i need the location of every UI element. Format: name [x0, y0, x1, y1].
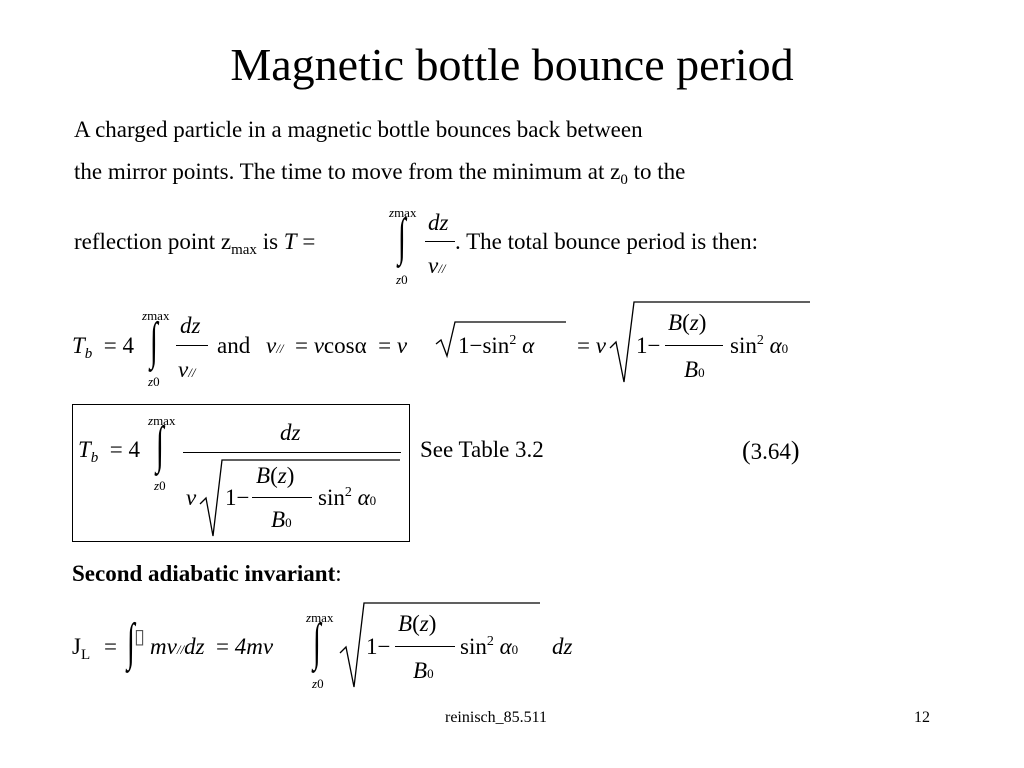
section-heading: Second adiabatic invariant: — [72, 561, 342, 586]
page-number: 12 — [914, 709, 930, 726]
integral-sign: ∫ — [313, 614, 321, 671]
and-word: and — [217, 333, 251, 358]
JL-dz: dz — [552, 634, 573, 659]
see-table-note: See Table 3.2 — [420, 437, 544, 462]
boxed-one-minus: 1− — [225, 485, 250, 510]
eq1-lower-limit: z0 — [148, 374, 160, 389]
eq1-B-fraction-bar — [665, 345, 723, 346]
v-parallel-expr: v// = vcosα = v — [266, 333, 408, 358]
boxed-lower-limit: z0 — [154, 478, 166, 493]
JL-B-of-z: B(z) — [398, 611, 437, 636]
slide-title: Magnetic bottle bounce period — [230, 39, 794, 90]
body-line-2 — [74, 159, 685, 189]
body-line-2-text: the mirror points. The time to move from the minimum at z — [74, 159, 621, 184]
z0-subscript: 0 — [620, 172, 628, 188]
closed-integral-sign: ∫ — [127, 614, 135, 671]
JL-symbol: $J_L$ — [72, 634, 91, 663]
sin2-alpha0: $\sin^2 \alpha 0$ — [730, 333, 789, 358]
Tb-equals-4: $T_b = 4$ — [72, 333, 135, 362]
B-of-z: B(z) — [668, 310, 707, 335]
equals-sign: = — [302, 229, 316, 254]
boxed-Tb-equals-4: $T_b = 4$ — [78, 437, 141, 466]
eq1-upper-limit: zmax — [142, 308, 170, 323]
inline-fraction-bar — [425, 241, 455, 242]
equals-v: = v — [577, 333, 606, 358]
sqrt-content-1: $1-\sin^2$ α — [458, 333, 535, 358]
zmax-subscript: max — [231, 242, 257, 258]
inline-numerator: dz — [428, 210, 449, 235]
one-minus: 1− — [636, 333, 661, 358]
inline-lower-limit: z0 — [396, 272, 408, 287]
JL-lower-limit: z0 — [312, 676, 324, 691]
JL-integrand: mv//dz = 4mv — [150, 634, 274, 659]
B0: B0 — [684, 357, 705, 382]
body-line-3-end: . The total bounce period is then: — [455, 229, 758, 254]
boxed-v: v — [186, 485, 197, 510]
eq1-denominator: v// — [178, 357, 196, 382]
JL-one-minus: 1− — [366, 634, 391, 659]
boxed-B-of-z: B(z) — [256, 463, 295, 488]
T-symbol: T — [283, 229, 297, 254]
body-line-3-text: reflection point z — [74, 229, 232, 254]
eq1-fraction-bar — [176, 345, 208, 346]
equation-number: (3.64) — [742, 436, 800, 465]
boxed-B-fraction-bar — [252, 497, 312, 498]
JL-upper-limit: zmax — [306, 610, 334, 625]
eq1-numerator: dz — [180, 313, 201, 338]
footer-text: reinisch_85.511 — [445, 709, 548, 726]
boxed-B0: B0 — [271, 507, 292, 532]
body-line-2-end: to the — [633, 159, 686, 184]
body-line-1: A charged particle in a magnetic bottle bounces back between — [74, 117, 643, 142]
integral-sign: ∫ — [150, 313, 158, 370]
boxed-upper-limit: zmax — [148, 413, 176, 428]
missing-glyph-icon: ▯ — [134, 626, 146, 648]
boxed-sin2-alpha0: $\sin^2 \alpha 0$ — [318, 485, 377, 510]
equals-sign: = — [104, 634, 117, 659]
JL-sin2-alpha0: $\sin^2 \alpha 0$ — [460, 634, 519, 659]
inline-upper-limit: zmax — [389, 205, 417, 220]
integral-sign: ∫ — [156, 417, 164, 474]
boxed-fraction-bar — [183, 452, 401, 453]
boxed-numerator: dz — [280, 420, 301, 445]
is-word: is — [262, 229, 279, 254]
integral-sign: ∫ — [398, 209, 406, 266]
JL-B-fraction-bar — [395, 646, 455, 647]
body-line-3-start — [74, 229, 315, 259]
JL-B0: B0 — [413, 658, 434, 683]
inline-denominator: v// — [428, 253, 446, 278]
